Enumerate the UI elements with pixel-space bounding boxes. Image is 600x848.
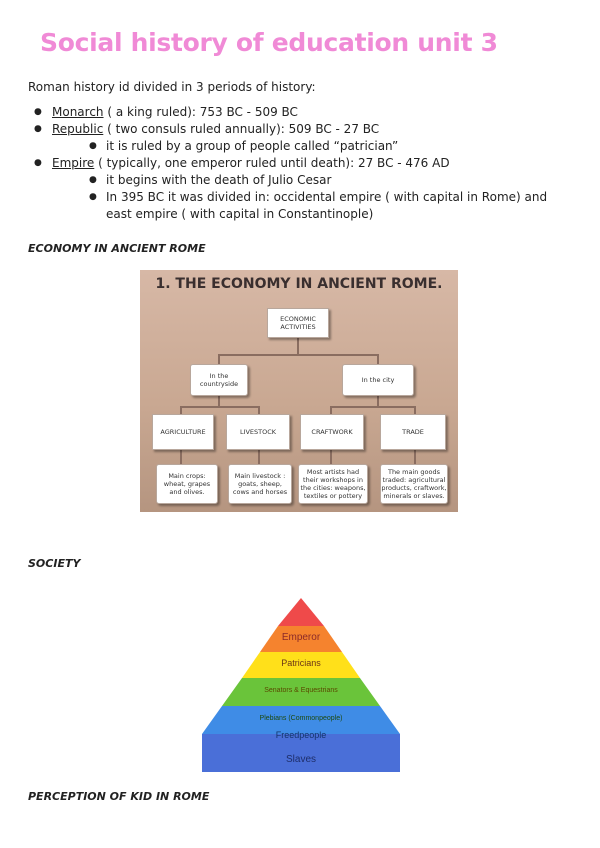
intro-text: Roman history id divided in 3 periods of history: [28,80,316,94]
sub-list-item: ● it is ruled by a group of people called “patrician” [52,138,568,155]
trade-box: TRADE [380,414,446,450]
livestock-box: LIVESTOCK [226,414,290,450]
sub-list [52,138,568,155]
period-desc: ( a king ruled): 753 BC - 509 BC [103,105,298,119]
heading-society: SOCIETY [28,557,81,570]
pyramid-label: Freedpeople [275,730,327,740]
list-item-monarch [28,104,568,121]
countryside-box: In the countryside [190,364,248,396]
sub-list-item: ● it begins with the death of Julio Cesar [52,172,568,189]
economy-diagram-image [140,270,458,512]
sub-list [52,172,568,223]
craftwork-box: CRAFTWORK [300,414,364,450]
list-item-republic [28,121,568,155]
pyramid-label: Emperor [281,632,321,643]
pyramid-label: Patricians [281,658,321,668]
pyramid-tier-emperor [278,598,324,626]
periods-list [28,104,568,223]
period-desc: ( two consuls ruled annually): 509 BC - 27 BC [103,122,380,136]
heading-perception: PERCEPTION OF KID IN ROME [28,790,210,803]
agriculture-box: AGRICULTURE [152,414,214,450]
period-name: Monarch [52,105,104,119]
trade-desc: The main goods traded: agricultural products, craftwork, minerals or slaves. [380,464,448,504]
root-box: ECONOMIC ACTIVITIES [267,308,329,338]
craftwork-desc: Most artists had their workshops in the cities: weapons, textiles or pottery [298,464,368,504]
period-desc: ( typically, one emperor ruled until death): 27 BC - 476 AD [94,156,450,170]
page-title: Social history of education unit 3 [40,28,498,57]
pyramid-label: Slaves [285,754,317,765]
agriculture-desc: Main crops: wheat, grapes and olives. [156,464,218,504]
society-pyramid [200,596,402,774]
list-item-empire [28,155,568,223]
pyramid-label: Plebians (Commonpeople) [259,715,343,722]
image-title: 1. THE ECONOMY IN ANCIENT ROME. [155,276,443,292]
period-name: Empire [52,156,95,170]
period-name: Republic [52,122,104,136]
city-box: In the city [342,364,414,396]
sub-list-item: ● In 395 BC it was divided in: occidental empire ( with capital in Rome) and east empire ( with capital in Constantinople) [52,189,568,223]
heading-economy: ECONOMY IN ANCIENT ROME [28,242,206,255]
livestock-desc: Main livestock : goats, sheep, cows and horses [228,464,292,504]
pyramid-label: Senators & Equestrians [264,687,338,694]
